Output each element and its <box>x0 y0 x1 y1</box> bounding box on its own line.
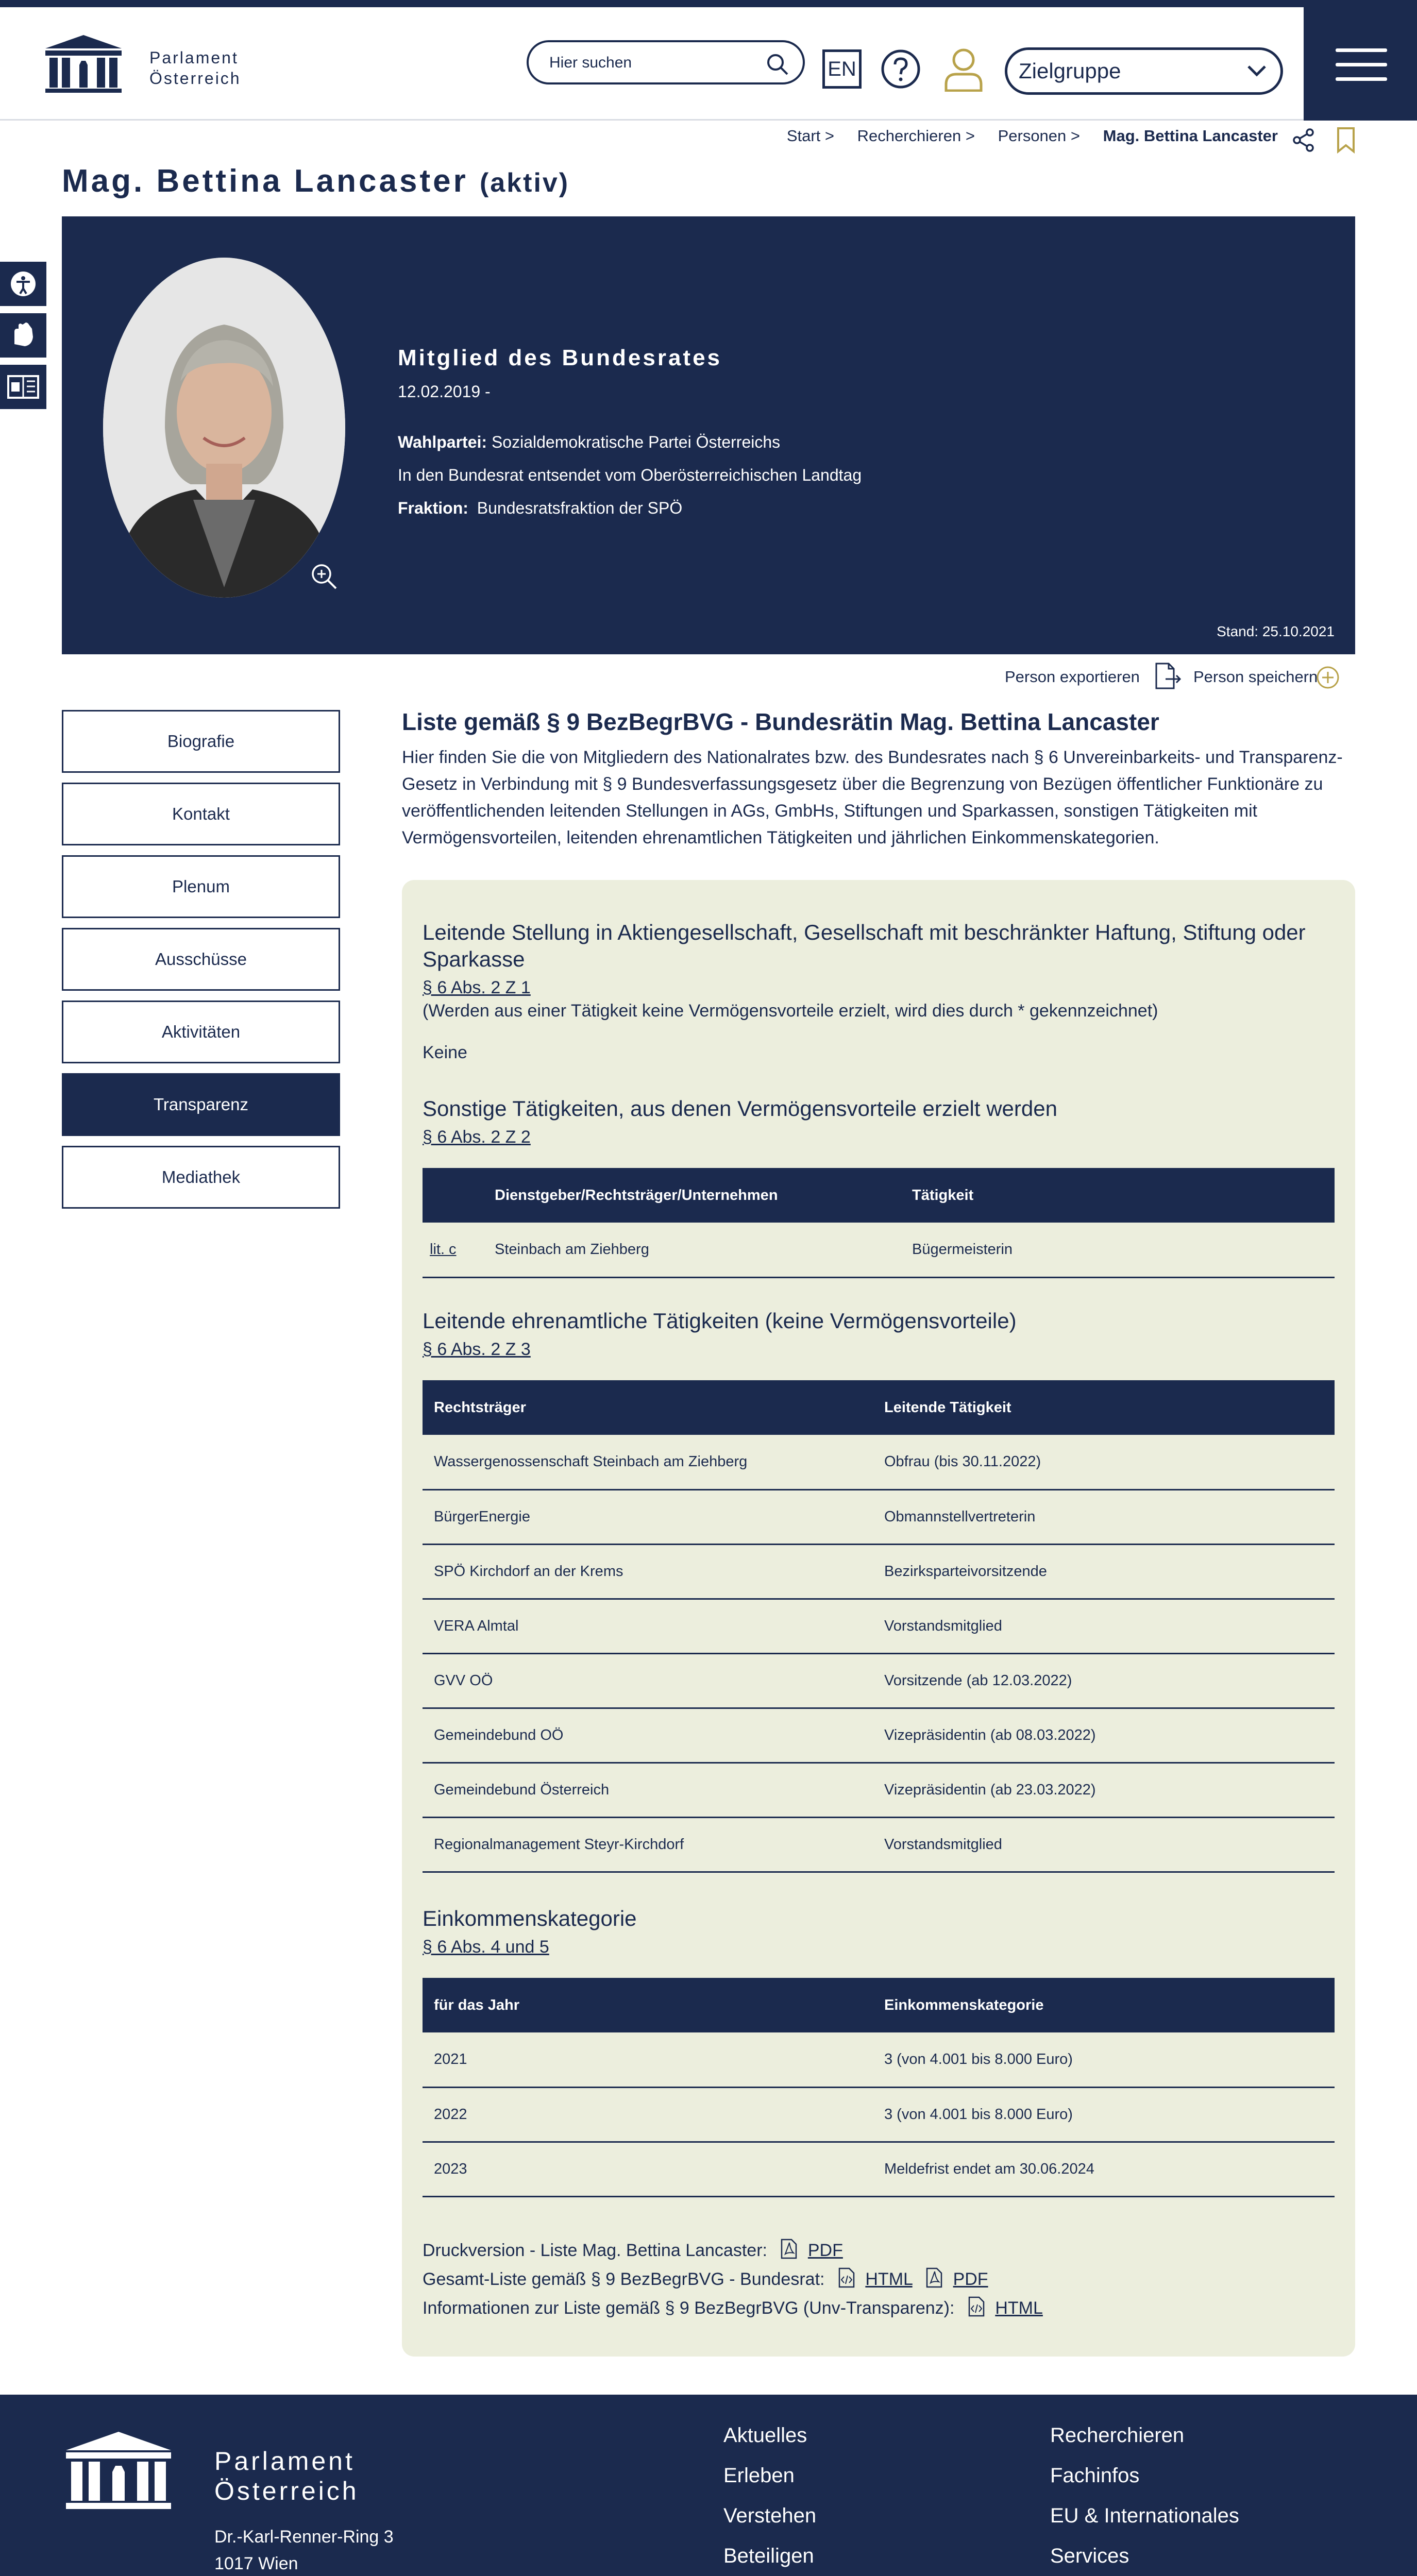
table-cell: Bügermeisterin <box>901 1223 1335 1277</box>
footer-link-beteiligen[interactable]: Beteiligen <box>723 2545 814 2567</box>
section-value: Keine <box>423 1043 467 1062</box>
footer-title <box>214 2446 359 2506</box>
hero-since-date: 12.02.2019 - <box>398 382 491 401</box>
footer-link-erleben[interactable]: Erleben <box>723 2464 795 2487</box>
download-row-gesamtliste <box>423 2265 1335 2294</box>
search-box <box>527 40 805 84</box>
person-hero-panel <box>62 216 1355 654</box>
table-header: für das Jahr <box>423 1978 873 2032</box>
breadcrumb-personen[interactable]: Personen > <box>998 127 1080 145</box>
html-file-icon[interactable] <box>968 2296 985 2317</box>
chevron-down-icon <box>1246 62 1267 79</box>
table-row <box>423 1708 1335 1762</box>
bookmark-icon[interactable] <box>1336 127 1356 154</box>
html-link[interactable]: HTML <box>995 2298 1043 2318</box>
paragraph-link[interactable]: § 6 Abs. 4 und 5 <box>423 1937 549 1957</box>
table-row <box>423 1435 1335 1489</box>
export-person-link[interactable]: Person exportieren <box>1005 668 1140 686</box>
breadcrumb-start[interactable]: Start > <box>786 127 834 145</box>
main-intro: Hier finden Sie die von Mitgliedern des Nationalrates bzw. des Bundesrates nach § 6 Unvereinbarkeits- und Transparenz-Gesetz in Verbindung mit § 9 Bundesverfassungsgesetz über die Begrenzung von Bezügen öffentlicher Funktionäre zu veröffentlichenden leitenden Stellungen in AGs, GmbHs, Stiftungen und Sparkassen, sonstigen Tätigkeiten mit Vermögensvorteilen, leitenden ehrenamtlichen Tätigkeiten und jährlichen Einkommenskategorien. <box>402 748 1343 848</box>
section-title: Leitende ehrenamtliche Tätigkeiten (keine Vermögensvorteile) <box>423 1309 1017 1333</box>
sign-language-icon <box>0 313 46 358</box>
table-cell: Gemeindebund Österreich <box>423 1762 873 1817</box>
wahlpartei-label: Wahlpartei: <box>398 433 487 451</box>
pdf-icon[interactable] <box>925 2267 943 2288</box>
table-cell: VERA Almtal <box>423 1599 873 1653</box>
download-row-informationen <box>423 2294 1335 2323</box>
hero-fraktion <box>398 499 682 518</box>
hamburger-icon-line <box>1336 48 1387 52</box>
parlament-logo[interactable] <box>42 33 125 95</box>
footer-title-line-1: Parlament <box>214 2447 355 2476</box>
sidenav-aktivitaeten[interactable]: Aktivitäten <box>62 1001 340 1063</box>
table-header: Rechtsträger <box>423 1380 873 1435</box>
html-file-icon[interactable] <box>838 2267 855 2288</box>
section-title: Sonstige Tätigkeiten, aus denen Vermögensvorteile erzielt werden <box>423 1096 1057 1121</box>
einkommen-table <box>423 1978 1335 2197</box>
person-portrait[interactable] <box>103 258 345 598</box>
table-cell: GVV OÖ <box>423 1653 873 1708</box>
paragraph-link[interactable]: § 6 Abs. 2 Z 1 <box>423 978 531 997</box>
easy-language-button[interactable] <box>0 365 46 409</box>
zielgruppe-label: Zielgruppe <box>1019 59 1121 83</box>
save-person-link[interactable]: Person speichern <box>1193 668 1318 686</box>
logo-text[interactable] <box>149 47 241 89</box>
table-cell: 3 (von 4.001 bis 8.000 Euro) <box>873 2087 1335 2142</box>
table-cell: Steinbach am Ziehberg <box>483 1223 901 1277</box>
footer-link-services[interactable]: Services <box>1050 2545 1129 2567</box>
user-icon[interactable] <box>943 47 984 92</box>
pdf-link[interactable]: PDF <box>807 2241 843 2260</box>
search-icon[interactable] <box>766 53 789 76</box>
table-row <box>423 1817 1335 1872</box>
accessibility-button[interactable] <box>0 262 46 306</box>
table-cell: Vorsitzende (ab 12.03.2022) <box>873 1653 1335 1708</box>
sign-language-button[interactable] <box>0 313 46 358</box>
logo-line-1: Parlament <box>149 48 239 67</box>
table-cell: 2022 <box>423 2087 873 2142</box>
sidenav-ausschuesse[interactable]: Ausschüsse <box>62 928 340 991</box>
footer-link-verstehen[interactable]: Verstehen <box>723 2504 817 2527</box>
section-einkommenskategorie <box>423 1905 1335 2197</box>
plus-circle-icon[interactable] <box>1316 666 1340 689</box>
address-street: Dr.-Karl-Renner-Ring 3 <box>214 2527 394 2547</box>
download-row-druckversion <box>423 2236 1335 2265</box>
table-header: Dienstgeber/Rechtsträger/Unternehmen <box>483 1168 901 1223</box>
table-header: Tätigkeit <box>901 1168 1335 1223</box>
table-header-row <box>423 1978 1335 2032</box>
breadcrumb-recherchieren[interactable]: Recherchieren > <box>857 127 975 145</box>
table-row <box>423 1599 1335 1653</box>
search-input[interactable] <box>549 52 766 74</box>
portrait-image <box>103 258 345 598</box>
section-note: (Werden aus einer Tätigkeit keine Vermögensvorteile erzielt, wird dies durch * gekennzeichnet) <box>423 1001 1158 1021</box>
menu-button[interactable] <box>1304 7 1417 121</box>
sidenav-mediathek[interactable]: Mediathek <box>62 1146 340 1209</box>
download-label: Gesamt-Liste gemäß § 9 BezBegrBVG - Bundesrat: <box>423 2269 825 2289</box>
table-cell: Vizepräsidentin (ab 23.03.2022) <box>873 1762 1335 1817</box>
person-actions <box>1005 662 1350 692</box>
sidenav-biografie[interactable]: Biografie <box>62 710 340 773</box>
footer-address <box>214 2523 411 2576</box>
section-leitende-stellung <box>423 919 1335 1063</box>
download-label: Informationen zur Liste gemäß § 9 BezBegrBVG (Unv-Transparenz): <box>423 2298 955 2318</box>
table-cell: BürgerEnergie <box>423 1489 873 1544</box>
share-icon[interactable] <box>1292 128 1315 152</box>
zoom-in-icon[interactable] <box>309 562 338 590</box>
site-header <box>0 7 1417 121</box>
ehrenamt-table <box>423 1380 1335 1873</box>
table-row <box>423 1762 1335 1817</box>
table-row <box>423 1223 1335 1277</box>
breadcrumb <box>0 127 1278 145</box>
page-title <box>62 163 569 199</box>
sidenav-kontakt[interactable]: Kontakt <box>62 783 340 845</box>
pdf-icon[interactable] <box>780 2239 798 2259</box>
person-sidenav <box>62 710 340 1218</box>
help-icon[interactable] <box>880 48 921 90</box>
table-cell: Regionalmanagement Steyr-Kirchdorf <box>423 1817 873 1872</box>
html-link[interactable]: HTML <box>865 2269 913 2289</box>
table-row <box>423 1489 1335 1544</box>
table-cell: SPÖ Kirchdorf an der Krems <box>423 1544 873 1599</box>
section-title: Einkommenskategorie <box>423 1906 637 1930</box>
section-sonstige-taetigkeiten <box>423 1095 1335 1278</box>
table-cell-lit[interactable]: lit. c <box>423 1223 483 1277</box>
status-suffix: (aktiv) <box>479 168 570 198</box>
table-header: Einkommenskategorie <box>873 1978 1335 2032</box>
language-switch-button[interactable]: EN <box>822 49 862 89</box>
main-heading: Liste gemäß § 9 BezBegrBVG - Bundesrätin Mag. Bettina Lancaster <box>402 708 1159 735</box>
table-header-row <box>423 1168 1335 1223</box>
pdf-link[interactable]: PDF <box>953 2269 988 2289</box>
hamburger-icon-line <box>1336 63 1387 66</box>
footer-link-fachinfos[interactable]: Fachinfos <box>1050 2464 1140 2487</box>
sidenav-transparenz[interactable]: Transparenz <box>62 1073 340 1136</box>
hamburger-icon-line <box>1336 77 1387 81</box>
fraktion-value: Bundesratsfraktion der SPÖ <box>477 499 683 517</box>
table-cell: Gemeindebund OÖ <box>423 1708 873 1762</box>
table-cell: Vorstandsmitglied <box>873 1817 1335 1872</box>
table-cell: Bezirksparteivorsitzende <box>873 1544 1335 1599</box>
table-cell: Vizepräsidentin (ab 08.03.2022) <box>873 1708 1335 1762</box>
address-city: 1017 Wien <box>214 2554 298 2573</box>
table-cell: Wassergenossenschaft Steinbach am Ziehberg <box>423 1435 873 1489</box>
table-header <box>423 1168 483 1223</box>
table-row <box>423 2142 1335 2196</box>
table-cell: Vorstandsmitglied <box>873 1599 1335 1653</box>
footer-link-eu-internationales[interactable]: EU & Internationales <box>1050 2504 1239 2527</box>
easy-language-icon <box>0 365 46 409</box>
footer-nav-col-2 <box>1050 2415 1239 2576</box>
table-header-row <box>423 1380 1335 1435</box>
download-label: Druckversion - Liste Mag. Bettina Lancaster: <box>423 2241 767 2260</box>
footer-title-line-2: Österreich <box>214 2477 359 2505</box>
sonstige-table <box>423 1168 1335 1278</box>
table-cell: 2021 <box>423 2032 873 2087</box>
breadcrumb-current: Mag. Bettina Lancaster <box>1103 127 1278 145</box>
top-stripe <box>0 0 1417 7</box>
sidenav-plenum[interactable]: Plenum <box>62 855 340 918</box>
table-cell: Obfrau (bis 30.11.2022) <box>873 1435 1335 1489</box>
table-header: Leitende Tätigkeit <box>873 1380 1335 1435</box>
paragraph-link[interactable]: § 6 Abs. 2 Z 2 <box>423 1127 531 1147</box>
download-links <box>423 2236 1335 2323</box>
paragraph-link[interactable]: § 6 Abs. 2 Z 3 <box>423 1340 531 1359</box>
footer-link-recherchieren[interactable]: Recherchieren <box>1050 2424 1185 2447</box>
section-ehrenamtliche-taetigkeiten <box>423 1308 1335 1873</box>
accessibility-icon <box>0 262 46 306</box>
footer-nav-col-1 <box>723 2415 816 2576</box>
person-name: Mag. Bettina Lancaster <box>62 163 468 199</box>
table-cell: Obmannstellvertreterin <box>873 1489 1335 1544</box>
main-content <box>402 708 1355 851</box>
hero-role: Mitglied des Bundesrates <box>398 345 722 370</box>
wahlpartei-value: Sozialdemokratische Partei Österreichs <box>491 433 781 451</box>
site-footer <box>0 2395 1417 2576</box>
table-row <box>423 1544 1335 1599</box>
table-cell: Meldefrist endet am 30.06.2024 <box>873 2142 1335 2196</box>
table-row <box>423 2087 1335 2142</box>
fraktion-label: Fraktion: <box>398 499 468 517</box>
hero-entsendet: In den Bundesrat entsendet vom Oberösterreichischen Landtag <box>398 466 862 484</box>
hero-wahlpartei <box>398 433 780 452</box>
logo-line-2: Österreich <box>149 69 241 88</box>
table-cell: 2023 <box>423 2142 873 2196</box>
zielgruppe-select[interactable] <box>1005 47 1283 95</box>
accessibility-toolbar <box>0 262 46 411</box>
export-icon[interactable] <box>1153 662 1182 690</box>
section-title: Leitende Stellung in Aktiengesellschaft, Gesellschaft mit beschränkter Haftung, Stiftung oder Sparkasse <box>423 920 1306 971</box>
footer-link-aktuelles[interactable]: Aktuelles <box>723 2424 807 2447</box>
parlament-logo-footer[interactable] <box>62 2429 175 2511</box>
hero-stand-date: Stand: 25.10.2021 <box>1217 623 1335 639</box>
table-cell: 3 (von 4.001 bis 8.000 Euro) <box>873 2032 1335 2087</box>
table-row <box>423 2032 1335 2087</box>
transparency-panel <box>402 880 1355 2357</box>
table-row <box>423 1653 1335 1708</box>
